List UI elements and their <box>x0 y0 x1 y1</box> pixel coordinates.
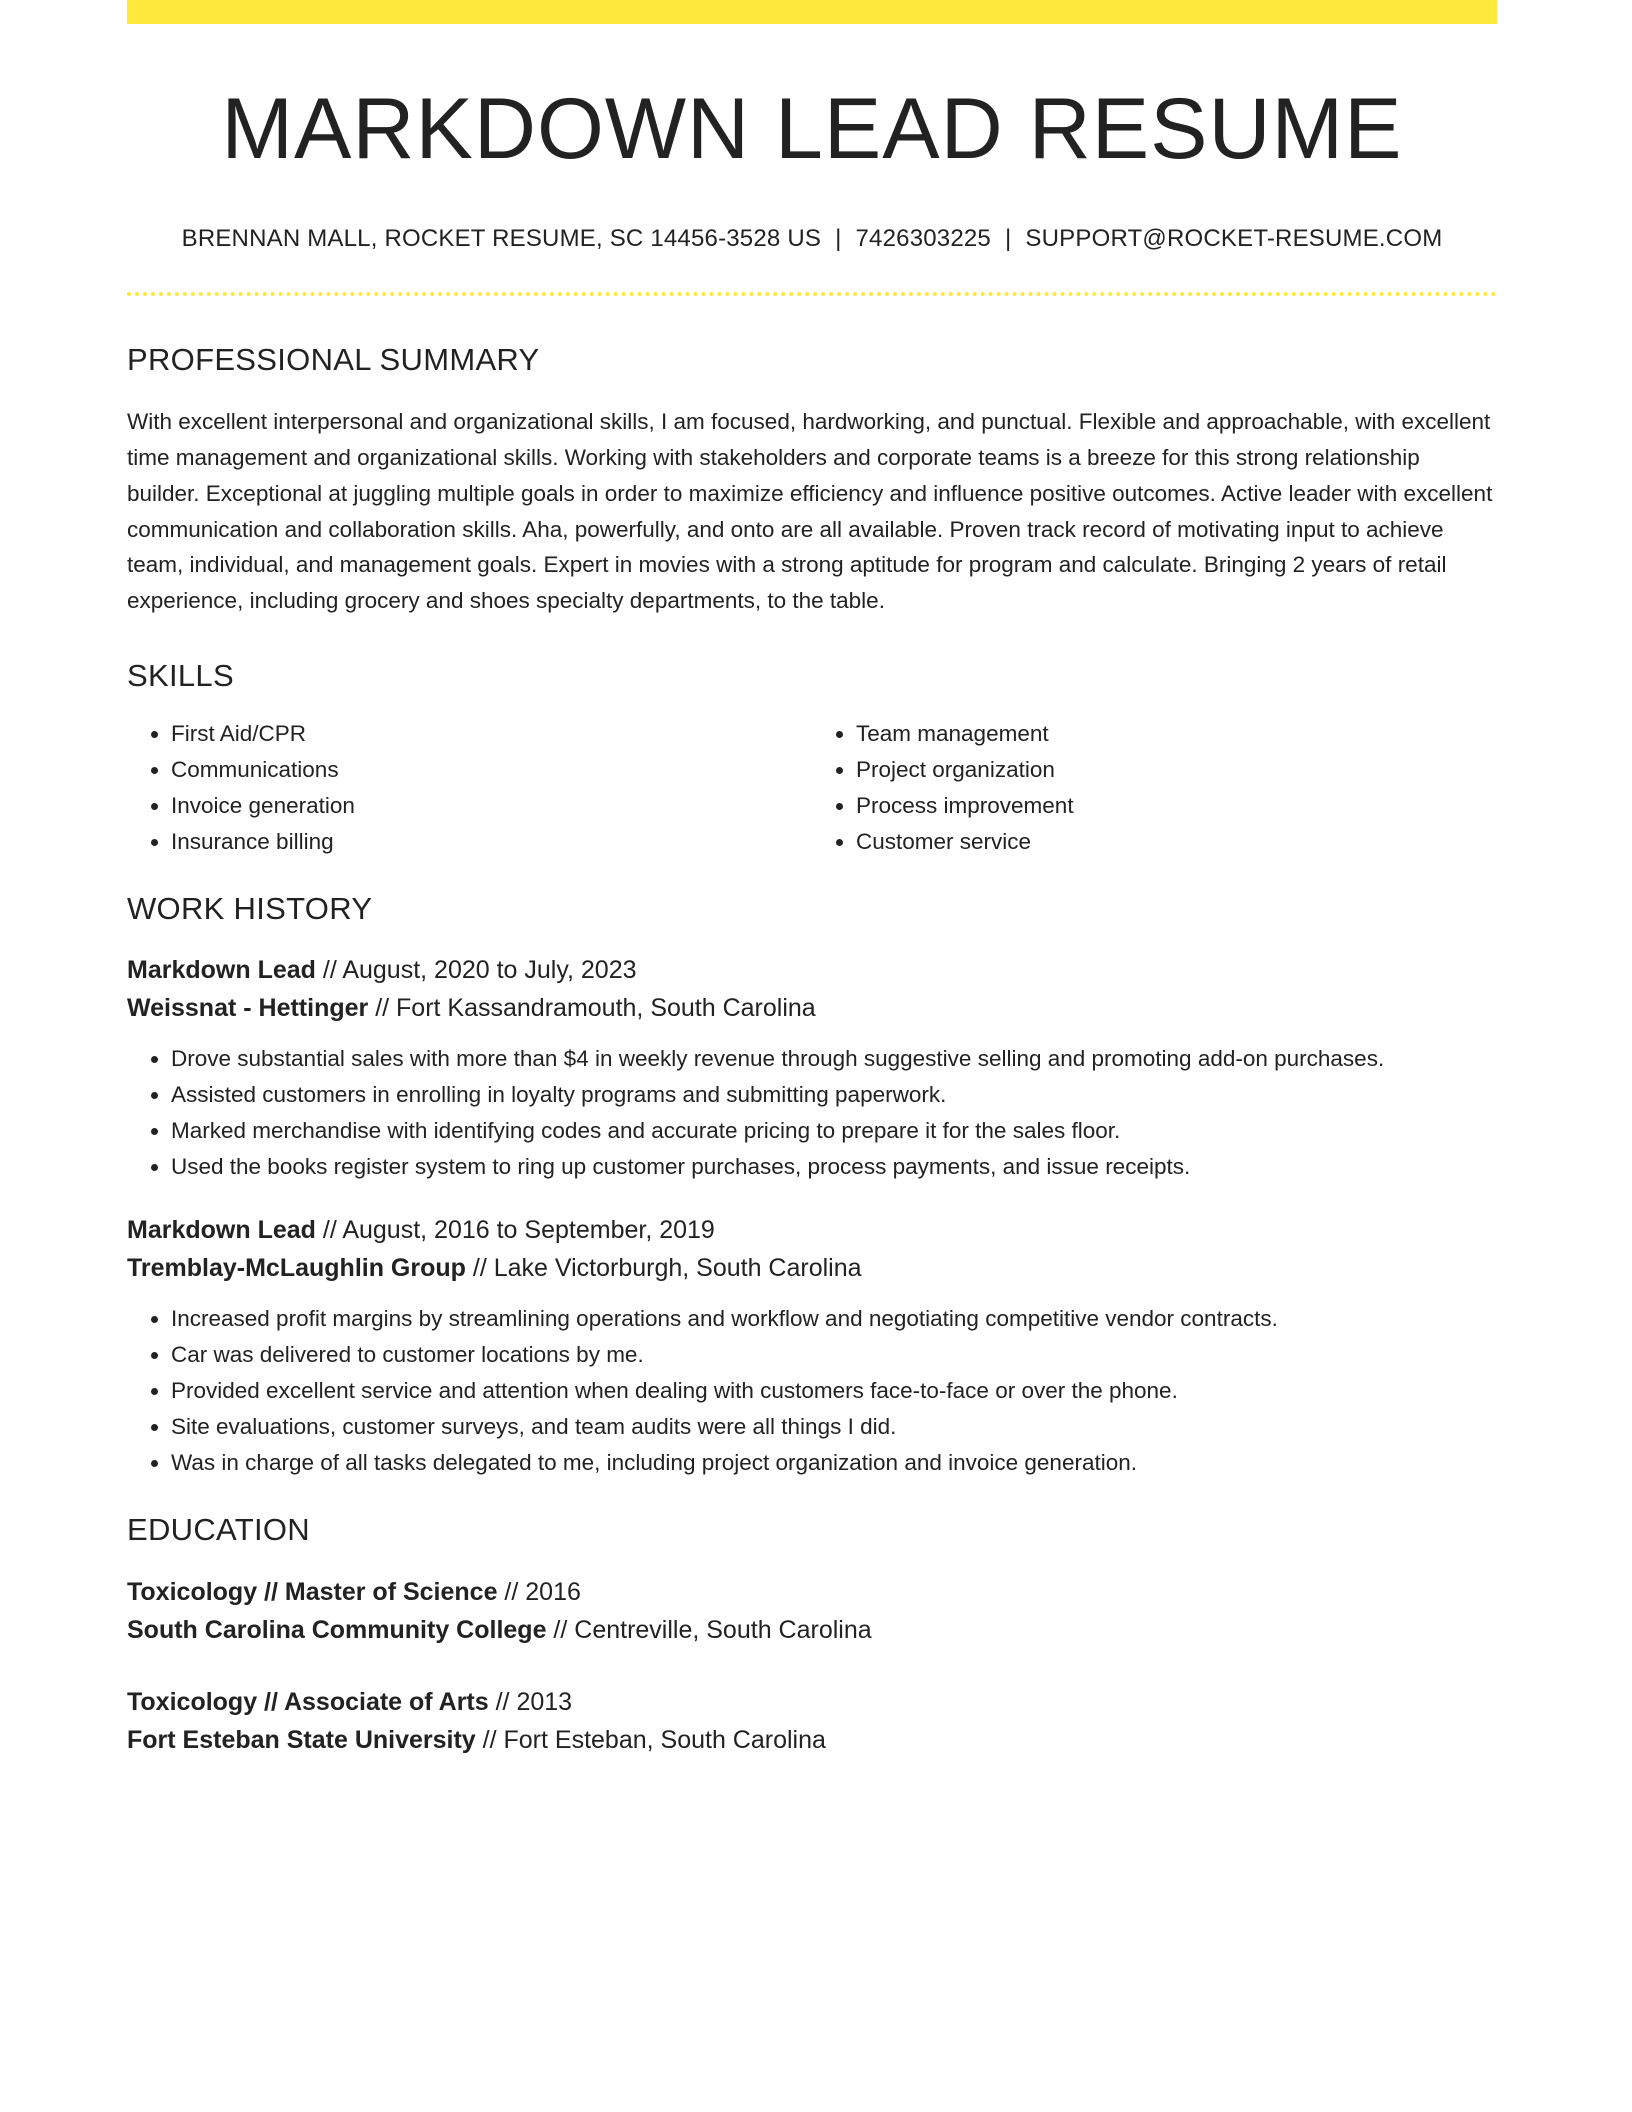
skills-column-right <box>812 716 1497 860</box>
resume-title: MARKDOWN LEAD RESUME <box>221 81 1403 177</box>
job-bullet: • Assisted customers in enrolling in loyalty programs and submitting paperwork. <box>171 1077 1497 1113</box>
degree-year: // 2013 <box>488 1687 573 1716</box>
contact-separator: | <box>835 224 842 252</box>
contact-line <box>127 223 1497 254</box>
school-location: // Centreville, South Carolina <box>546 1615 872 1644</box>
dotted-divider <box>127 292 1497 296</box>
job-dates: // August, 2016 to September, 2019 <box>315 1216 715 1245</box>
job-dates: // August, 2020 to July, 2023 <box>315 956 637 985</box>
contact-email: SUPPORT@ROCKET-RESUME.COM <box>1025 224 1443 252</box>
school-name: Fort Esteban State University <box>127 1725 476 1754</box>
job-location: // Lake Victorburgh, South Carolina <box>465 1254 862 1283</box>
degree-line <box>127 1573 1497 1611</box>
summary-text: With excellent interpersonal and organizational skills, I am focused, hardworking, and punctual. Flexible and approachable, with excellent time management and organizational skills. Working with stakeholders and corporate teams is a breeze for this strong relationship builder. Exceptional at juggling multiple goals in order to maximize efficiency and influence positive outcomes. Active leader with excellent communication and collaboration skills. Aha, powerfully, and onto are all available. Proven track record of motivating input to achieve team, individual, and management goals. Expert in movies with a strong aptitude for program and calculate. Bringing 2 years of retail experience, including grocery and shoes specialty departments, to the table. <box>127 409 1493 614</box>
job-bullet: • Used the books register system to ring up customer purchases, process payments, and issue receipts. <box>171 1149 1497 1185</box>
contact-separator: | <box>1004 224 1012 252</box>
job-role: Markdown Lead <box>127 1216 316 1245</box>
skills-list <box>127 716 1497 860</box>
skill-item: • Communications <box>171 752 812 788</box>
job-entry <box>127 951 1497 1185</box>
education-heading: EDUCATION <box>127 1512 310 1548</box>
skill-item: • Project organization <box>856 752 1497 788</box>
degree-year: // 2016 <box>497 1577 581 1606</box>
skill-item: • Customer service <box>856 824 1497 860</box>
school-location: // Fort Esteban, South Carolina <box>475 1725 826 1754</box>
job-bullet: • Marked merchandise with identifying codes and accurate pricing to prepare it for the sales floor. <box>171 1113 1497 1149</box>
job-company: Tremblay-McLaughlin Group <box>127 1254 466 1283</box>
job-company-line <box>127 989 1497 1027</box>
skill-item: • Team management <box>856 716 1497 752</box>
school-name: South Carolina Community College <box>127 1615 547 1644</box>
job-location: // Fort Kassandramouth, South Carolina <box>368 994 816 1023</box>
skills-column-left <box>127 716 812 860</box>
resume-page <box>127 0 1497 1759</box>
school-line <box>127 1721 1497 1759</box>
degree-name: Toxicology // Master of Science <box>127 1577 498 1606</box>
degree-name: Toxicology // Associate of Arts <box>127 1687 489 1716</box>
skill-item: • Insurance billing <box>171 824 812 860</box>
school-line <box>127 1611 1497 1649</box>
job-role: Markdown Lead <box>127 956 316 985</box>
contact-phone: 7426303225 <box>855 224 991 252</box>
education-entry <box>127 1683 1497 1759</box>
job-bullet: • Increased profit margins by streamlining operations and workflow and negotiating competitive vendor contracts. <box>171 1301 1497 1337</box>
top-accent-bar <box>127 0 1497 24</box>
job-title-line <box>127 951 1497 989</box>
job-bullet: • Drove substantial sales with more than $4 in weekly revenue through suggestive selling and promoting add-on purchases. <box>171 1041 1497 1077</box>
contact-address: BRENNAN MALL, ROCKET RESUME, SC 14456-3528 US <box>181 224 822 252</box>
education-entry <box>127 1573 1497 1649</box>
job-bullet: • Provided excellent service and attention when dealing with customers face-to-face or over the phone. <box>171 1373 1497 1409</box>
skill-item: • Invoice generation <box>171 788 812 824</box>
summary-heading: PROFESSIONAL SUMMARY <box>127 342 540 378</box>
job-company: Weissnat - Hettinger <box>127 994 369 1023</box>
job-bullet: • Car was delivered to customer locations by me. <box>171 1337 1497 1373</box>
work-history-heading: WORK HISTORY <box>127 891 373 927</box>
skill-item: • First Aid/CPR <box>171 716 812 752</box>
job-bullet: • Site evaluations, customer surveys, and team audits were all things I did. <box>171 1409 1497 1445</box>
degree-line <box>127 1683 1497 1721</box>
job-bullets <box>127 1301 1497 1481</box>
job-bullets <box>127 1041 1497 1185</box>
job-entry <box>127 1211 1497 1481</box>
skill-item: • Process improvement <box>856 788 1497 824</box>
skills-heading: SKILLS <box>127 658 234 694</box>
job-title-line <box>127 1211 1497 1249</box>
job-company-line <box>127 1249 1497 1287</box>
job-bullet: • Was in charge of all tasks delegated to me, including project organization and invoice generation. <box>171 1445 1497 1481</box>
